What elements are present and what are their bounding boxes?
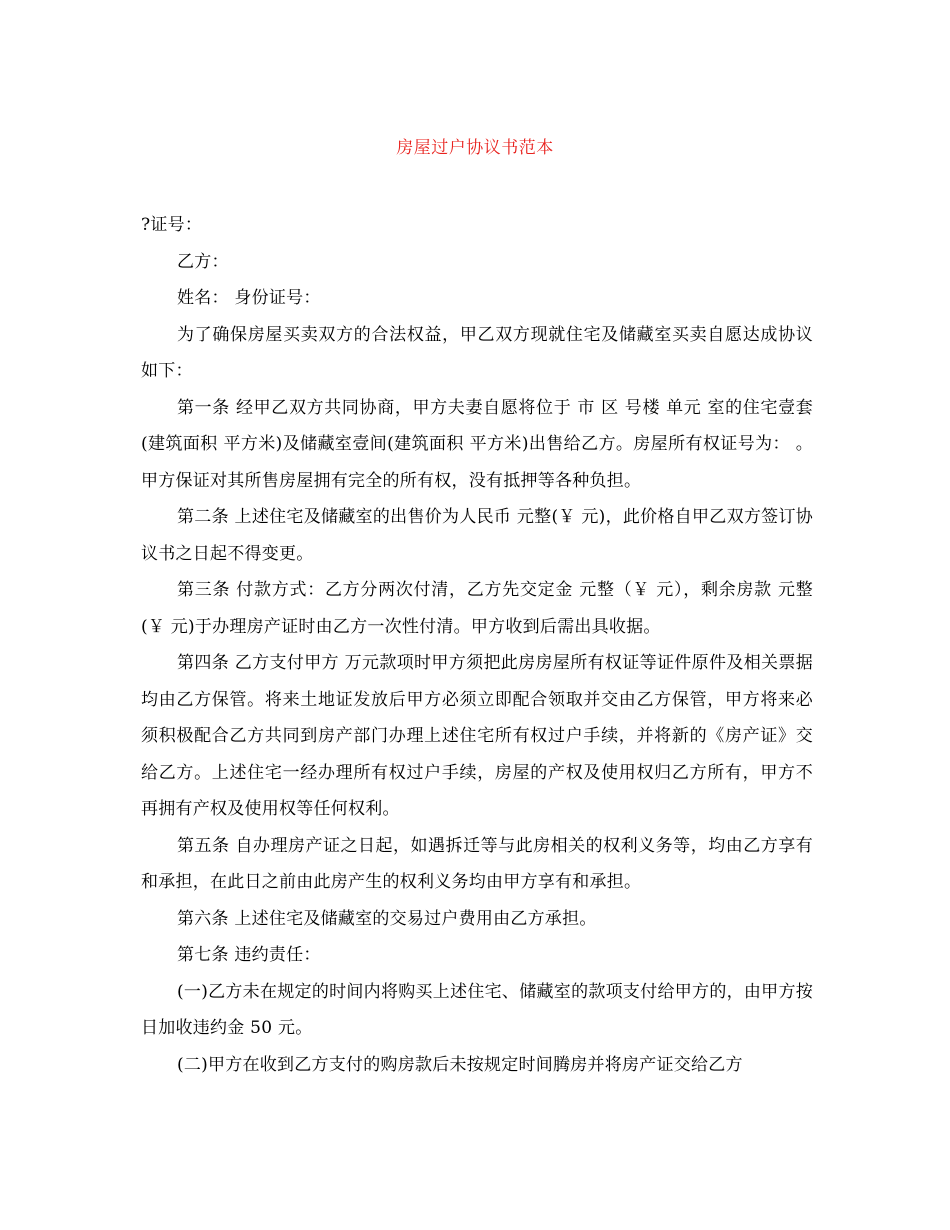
paragraph-article-2: 第二条 上述住宅及储藏室的出售价为人民币 元整(￥ 元)，此价格自甲乙双方签订协议书之日起不得变更。 [141, 507, 813, 564]
paragraph-article-7: 第七条 违约责任： [177, 945, 321, 965]
paragraph-clause-2: (二)甲方在收到乙方支付的购房款后未按规定时间腾房并将房产证交给乙方 [177, 1054, 743, 1075]
paragraph-article-6: 第六条 上述住宅及储藏室的交易过户费用由乙方承担。 [177, 908, 597, 929]
document-title: 房屋过户协议书范本 [396, 138, 554, 158]
paragraph-article-4: 第四条 乙方支付甲方 万元款项时甲方须把此房房屋所有权证等证件原件及相关票据均由乙方保管。将来土地证发放后甲方必须立即配合领取并交由乙方保管，甲方将来必须积极配合乙方共同到房产部门办理上述住宅所有权过户手续，并将新的《房产证》交给乙方。上述住宅一经办理所有权过户手续，房屋的产权及使用权归乙方所有，甲方不再拥有产权及使用权等任何权利。 [141, 653, 813, 819]
paragraph-party-b: 乙方： [177, 251, 229, 272]
paragraph-id-number: ?证号： [141, 215, 203, 235]
paragraph-clause-1: (一)乙方未在规定的时间内将购买上述住宅、储藏室的款项支付给甲方的，由甲方按日加收违约金 50 元。 [141, 981, 813, 1038]
paragraph-article-3: 第三条 付款方式：乙方分两次付清，乙方先交定金 元整（￥ 元），剩余房款 元整(￥ 元)于办理房产证时由乙方一次性付清。甲方收到后需出具收据。 [141, 580, 813, 637]
paragraph-article-1: 第一条 经甲乙双方共同协商，甲方夫妻自愿将位于 市 区 号楼 单元 室的住宅壹套(建筑面积 平方米)及储藏室壹间(建筑面积 平方米)出售给乙方。房屋所有权证号为： 。甲方保证对其所售房屋拥有完全的所有权，没有抵押等各种负担。 [141, 397, 813, 491]
document-body [141, 207, 813, 1083]
paragraph-name-id: 姓名： 身份证号： [177, 288, 321, 308]
paragraph-preamble: 为了确保房屋买卖双方的合法权益，甲乙双方现就住宅及储藏室买卖自愿达成协议如下： [141, 324, 813, 381]
paragraph-article-5: 第五条 自办理房产证之日起，如遇拆迁等与此房相关的权利义务等，均由乙方享有和承担，在此日之前由此房产生的权利义务均由甲方享有和承担。 [141, 835, 813, 892]
